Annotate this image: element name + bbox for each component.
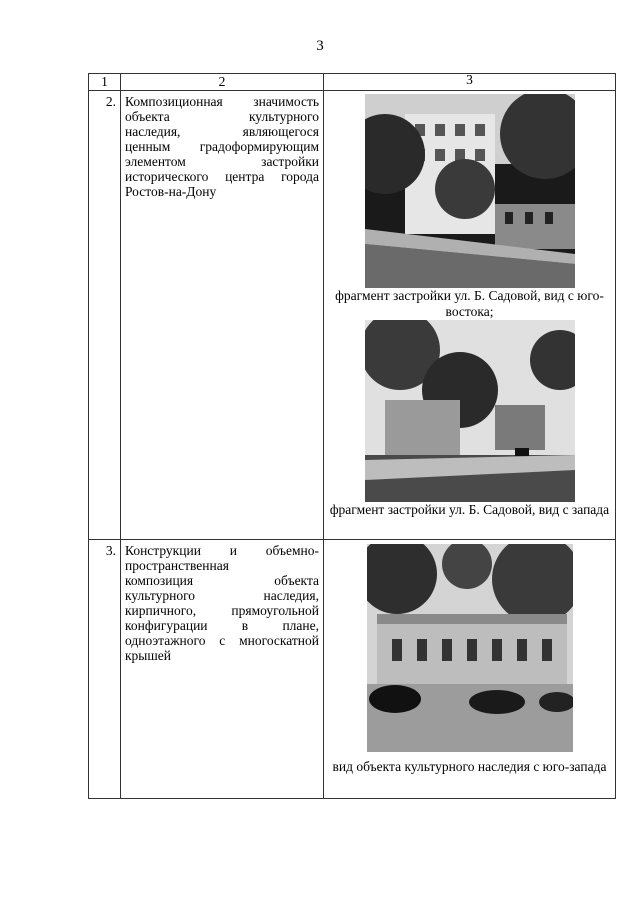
description-line: Ростов-на-Дону	[125, 184, 217, 199]
street-photo-southeast	[365, 94, 575, 288]
description-line: одноэтажного с многоскатной	[125, 633, 319, 648]
row-description	[121, 91, 323, 199]
description-line: композиция объекта	[125, 573, 319, 588]
table-header-row	[89, 74, 616, 91]
page-number: 3	[316, 38, 324, 54]
description-line: крышей	[125, 648, 171, 663]
description-line: пространственная	[125, 558, 229, 573]
street-photo-west	[365, 320, 575, 502]
description-line: элементом застройки	[125, 154, 319, 169]
photo-caption: вид объекта культурного наследия с юго-запада	[332, 759, 607, 774]
description-line: наследия, являющегося	[125, 124, 319, 139]
table-row	[89, 91, 616, 540]
building-photo-southwest	[367, 544, 573, 752]
column-header-1: 1	[89, 74, 121, 91]
description-line: ценным градоформирующим	[125, 139, 319, 154]
description-line: культурного наследия,	[125, 588, 319, 603]
column-header-2: 2	[121, 74, 324, 91]
column-header-3: 3	[324, 74, 616, 91]
description-line: кирпичного, прямоугольной	[125, 603, 319, 618]
row-number: 2.	[105, 94, 116, 109]
description-line: объекта культурного	[125, 109, 319, 124]
description-line: конфигурации в плане,	[125, 618, 319, 633]
table-row	[89, 540, 616, 799]
description-line: Конструкции и объемно-	[125, 543, 319, 558]
document-table	[88, 73, 616, 799]
row-description	[121, 540, 323, 663]
description-line: исторического центра города	[125, 169, 319, 184]
description-line: Композиционная значимость	[125, 94, 319, 109]
row-number: 3.	[105, 543, 116, 558]
photo-caption: фрагмент застройки ул. Б. Садовой, вид с запада	[329, 502, 610, 517]
photo-caption: фрагмент застройки ул. Б. Садовой, вид с юго-востока;	[335, 288, 604, 319]
